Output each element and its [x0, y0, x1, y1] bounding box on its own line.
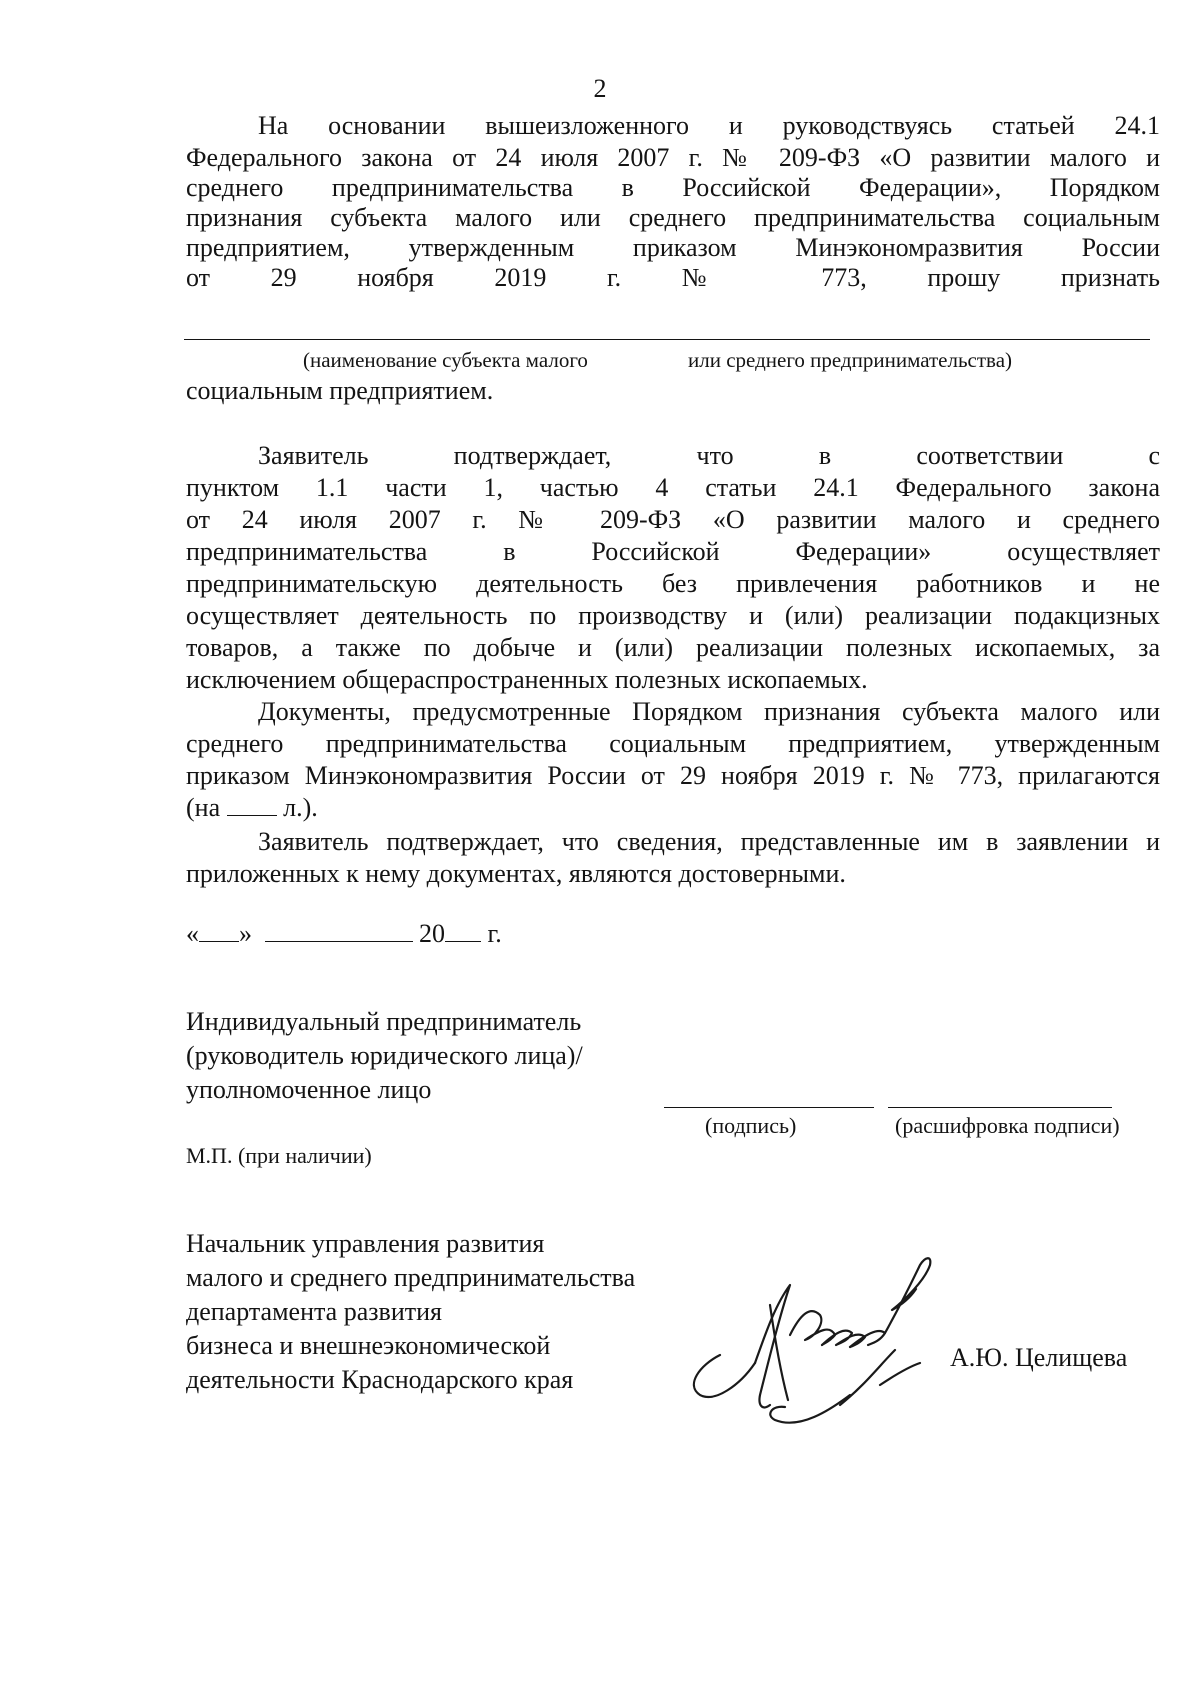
applicant-line-1: Индивидуальный предприниматель: [186, 1007, 582, 1036]
para1-line-5: предприятием, утвержденным приказом Минэкономразвития России: [186, 233, 1160, 262]
para1-ending: социальным предприятием.: [186, 376, 494, 405]
para3-line-2: среднего предпринимательства социальным предприятием, утвержденным: [186, 729, 1160, 758]
entity-name-caption-right: или среднего предпринимательства): [688, 348, 1013, 372]
date-line: [186, 918, 1160, 950]
date-month-blank[interactable]: [265, 919, 413, 942]
pages-count-blank[interactable]: [227, 793, 277, 816]
date-year-blank[interactable]: [445, 919, 481, 942]
signature-decode-line[interactable]: [888, 1107, 1112, 1108]
official-title-line-1: Начальник управления развития: [186, 1229, 545, 1258]
official-title-line-2: малого и среднего предпринимательства: [186, 1263, 636, 1292]
official-title-line-3: департамента развития: [186, 1297, 442, 1326]
handwritten-signature: [680, 1245, 960, 1435]
para2-line-7: товаров, а также по добыче и (или) реализации полезных ископаемых, за: [186, 633, 1160, 662]
para2-line-6: осуществляет деятельность по производству и (или) реализации подакцизных: [186, 601, 1160, 630]
date-day-blank[interactable]: [199, 919, 239, 942]
para2-line-3: от 24 июля 2007 г. № 209-ФЗ «О развитии малого и среднего: [186, 505, 1160, 534]
para3-line-3: приказом Минэкономразвития России от 29 ноября 2019 г. № 773, прилагаются: [186, 761, 1160, 790]
applicant-line-3: уполномоченное лицо: [186, 1075, 432, 1104]
entity-name-line: [184, 339, 1150, 340]
para2-line-8: исключением общераспространенных полезных ископаемых.: [186, 665, 868, 694]
date-year-prefix: 20: [419, 919, 445, 948]
date-year-suffix: г.: [487, 919, 502, 948]
date-open-quote: «: [186, 919, 199, 948]
para1-line-3: среднего предпринимательства в Российской Федерации», Порядком: [186, 173, 1160, 202]
signature-line[interactable]: [664, 1107, 874, 1108]
para1-line-1: На основании вышеизложенного и руководствуясь статьей 24.1: [258, 111, 1160, 140]
para2-line-2: пунктом 1.1 части 1, частью 4 статьи 24.1 Федерального закона: [186, 473, 1160, 502]
para1-line-4: признания субъекта малого или среднего предпринимательства социальным: [186, 203, 1160, 232]
page-number: 2: [593, 74, 607, 103]
applicant-line-2: (руководитель юридического лица)/: [186, 1041, 583, 1070]
stamp-note: М.П. (при наличии): [186, 1143, 372, 1168]
para2-line-4: предпринимательства в Российской Федерации» осуществляет: [186, 537, 1160, 566]
para3-line-1: Документы, предусмотренные Порядком признания субъекта малого или: [258, 697, 1160, 726]
official-name: А.Ю. Целищева: [950, 1343, 1128, 1372]
official-title-line-5: деятельности Краснодарского края: [186, 1365, 574, 1394]
para2-line-1: Заявитель подтверждает, что в соответствии с: [258, 441, 1160, 470]
pages-count-prefix: (на: [186, 793, 221, 822]
para1-line-6: от 29 ноября 2019 г. № 773, прошу признать: [186, 263, 1160, 292]
para4-line-2: приложенных к нему документах, являются достоверными.: [186, 859, 846, 888]
para4-line-1: Заявитель подтверждает, что сведения, представленные им в заявлении и: [258, 827, 1160, 856]
para3-line-4: [186, 792, 1160, 824]
signature-decode-caption: (расшифровка подписи): [895, 1113, 1120, 1138]
official-title-line-4: бизнеса и внешнеэкономической: [186, 1331, 551, 1360]
para2-line-5: предпринимательскую деятельность без привлечения работников и не: [186, 569, 1160, 598]
entity-name-caption-left: (наименование субъекта малого: [303, 348, 588, 372]
para1-line-2: Федерального закона от 24 июля 2007 г. № 209-ФЗ «О развитии малого и: [186, 143, 1160, 172]
pages-count-suffix: л.).: [283, 793, 318, 822]
date-close-quote: »: [239, 919, 252, 948]
signature-caption: (подпись): [705, 1113, 797, 1138]
